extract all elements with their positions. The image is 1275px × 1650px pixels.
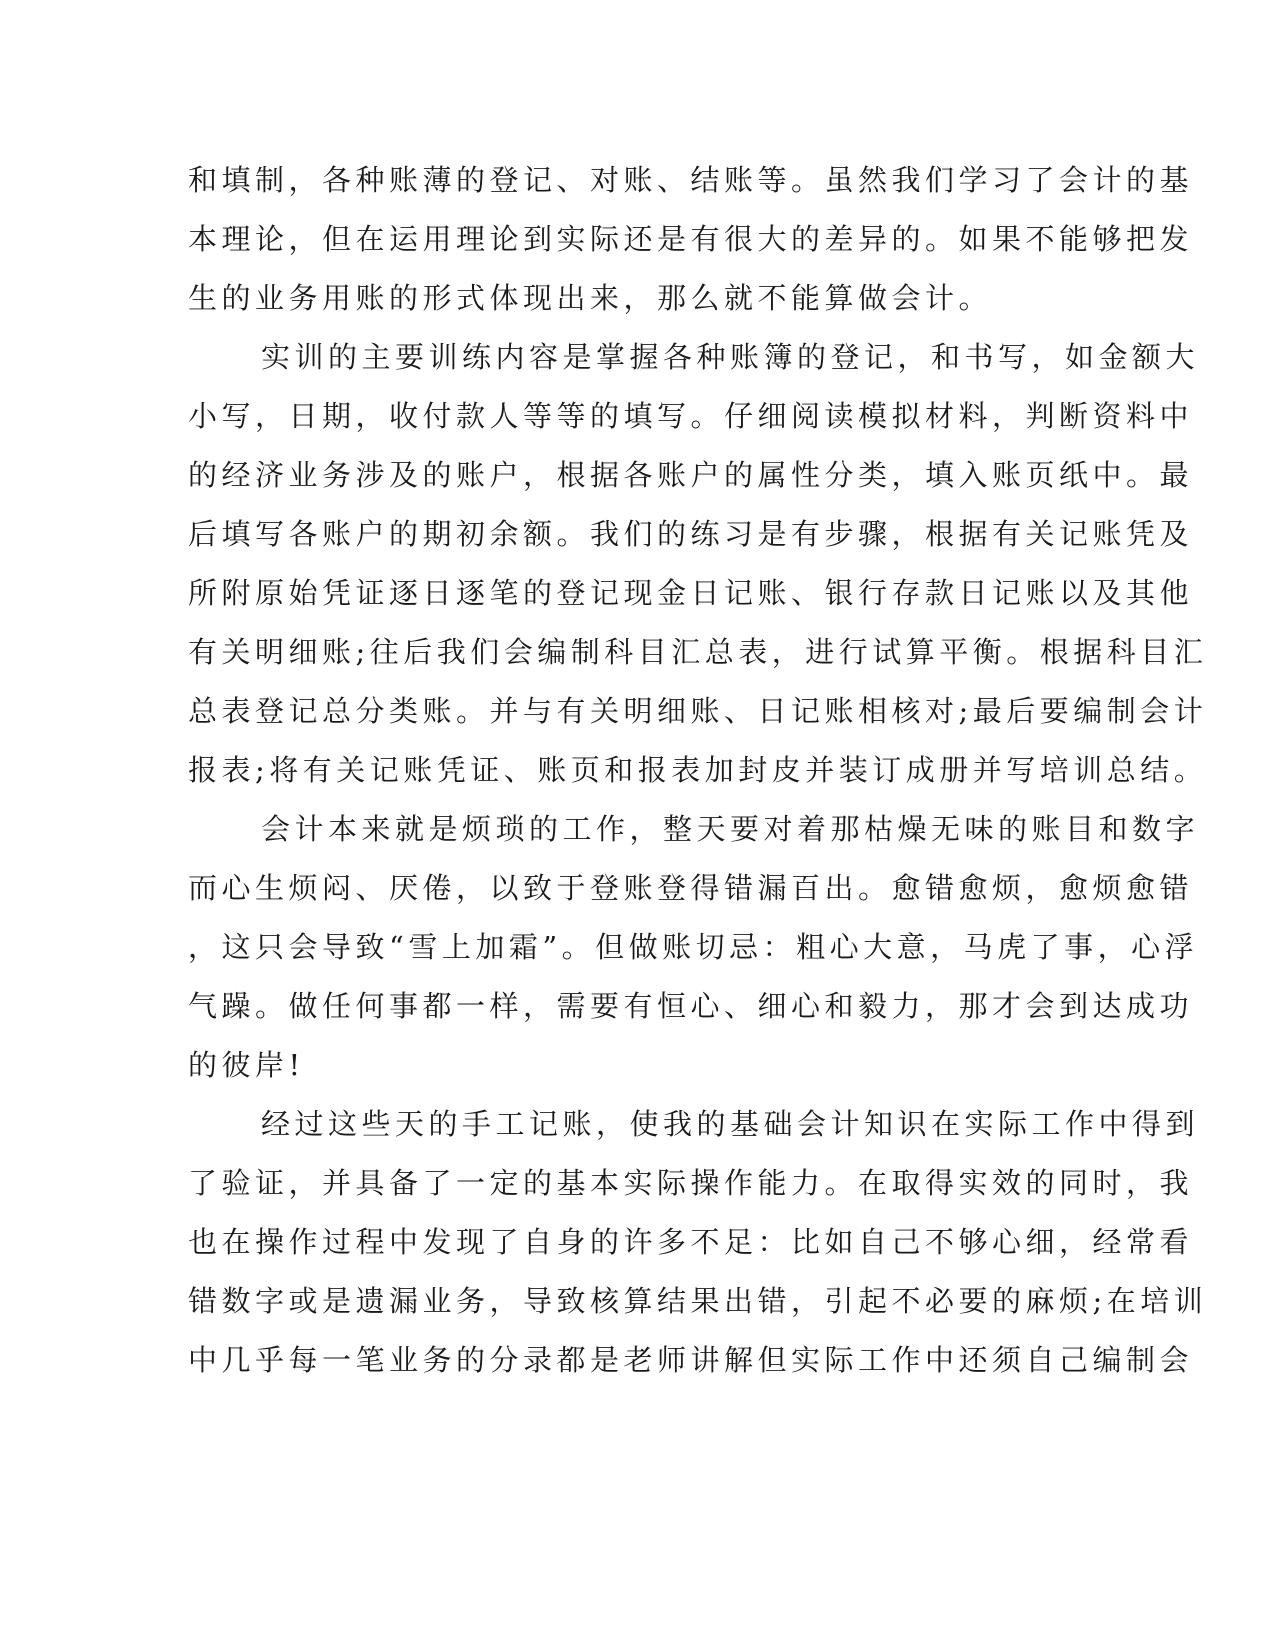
text-line: 和填制，各种账薄的登记、对账、结账等。虽然我们学习了会计的基: [188, 163, 1194, 197]
text-line: ，这只会导致“雪上加霜”。但做账切忌：粗心大意，马虎了事，心浮: [188, 930, 1199, 964]
text-line: 本理论，但在运用理论到实际还是有很大的差异的。如果不能够把发: [188, 222, 1194, 256]
text-line: 而心生烦闷、厌倦，以致于登账登得错漏百出。愈错愈烦，愈烦愈错: [188, 871, 1194, 905]
text-line: 也在操作过程中发现了自身的许多不足：比如自己不够心细，经常看: [188, 1225, 1194, 1259]
text-line: 的经济业务涉及的账户，根据各账户的属性分类，填入账页纸中。最: [188, 458, 1194, 492]
paragraph-start-line: 会计本来就是烦琐的工作，整天要对着那枯燥无味的账目和数字: [261, 812, 1200, 846]
text-line: 小写，日期，收付款人等等的填写。仔细阅读模拟材料，判断资料中: [188, 399, 1194, 433]
text-line: 总表登记总分类账。并与有关明细账、日记账相核对;最后要编制会计: [188, 694, 1208, 728]
text-line: 有关明细账;往后我们会编制科目汇总表，进行试算平衡。根据科目汇: [188, 635, 1208, 669]
text-line: 气躁。做任何事都一样，需要有恒心、细心和毅力，那才会到达成功: [188, 989, 1194, 1023]
text-line: 生的业务用账的形式体现出来，那么就不能算做会计。: [188, 281, 993, 315]
paragraph-start-line: 实训的主要训练内容是掌握各种账簿的登记，和书写，如金额大: [261, 340, 1200, 374]
text-line: 后填写各账户的期初余额。我们的练习是有步骤，根据有关记账凭及: [188, 517, 1194, 551]
text-line: 报表;将有关记账凭证、账页和报表加封皮并装订成册并写培训总结。: [188, 753, 1208, 787]
paragraph-start-line: 经过这些天的手工记账，使我的基础会计知识在实际工作中得到: [261, 1107, 1200, 1141]
text-line: 了验证，并具备了一定的基本实际操作能力。在取得实效的同时，我: [188, 1166, 1194, 1200]
text-line: 的彼岸!: [188, 1048, 305, 1082]
text-line: 中几乎每一笔业务的分录都是老师讲解但实际工作中还须自己编制会: [188, 1343, 1194, 1377]
text-line: 错数字或是遗漏业务，导致核算结果出错，引起不必要的麻烦;在培训: [188, 1284, 1208, 1318]
text-line: 所附原始凭证逐日逐笔的登记现金日记账、银行存款日记账以及其他: [188, 576, 1194, 610]
